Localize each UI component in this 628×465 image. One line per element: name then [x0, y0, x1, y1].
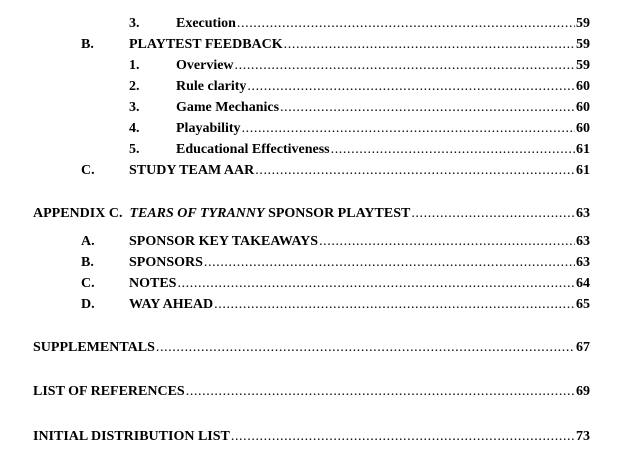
- toc-entry[interactable]: [0, 78, 628, 96]
- toc-page-number: 61: [576, 142, 590, 157]
- toc-page-number: 73: [576, 429, 590, 444]
- toc-letter: C.: [81, 163, 95, 178]
- toc-page-number: 65: [576, 297, 590, 312]
- toc-page-number: 59: [576, 58, 590, 73]
- dot-leader: [231, 428, 575, 446]
- appendix-game-title: TEARS OF TYRANNY: [129, 206, 265, 221]
- toc-entry[interactable]: [0, 233, 628, 251]
- toc-page-number: 64: [576, 276, 590, 291]
- toc-title: [33, 205, 410, 223]
- toc-title: SUPPLEMENTALS: [33, 340, 155, 355]
- dot-leader: [214, 296, 575, 314]
- toc-entry[interactable]: [0, 141, 628, 159]
- toc-page-number: 59: [576, 37, 590, 52]
- toc-page-number: 63: [576, 234, 590, 249]
- dot-leader: [247, 78, 575, 96]
- toc-entry[interactable]: [0, 275, 628, 293]
- dot-leader: [235, 57, 575, 75]
- toc-entry[interactable]: [0, 57, 628, 75]
- toc-page-number: 61: [576, 163, 590, 178]
- toc-entry[interactable]: [0, 296, 628, 314]
- toc-page-number: 60: [576, 79, 590, 94]
- toc-title: PLAYTEST FEEDBACK: [129, 37, 283, 52]
- dot-leader: [204, 254, 575, 272]
- dot-leader: [319, 233, 575, 251]
- toc-title: Execution: [176, 16, 236, 31]
- toc-title: SPONSORS: [129, 255, 203, 270]
- dot-leader: [255, 162, 575, 180]
- dot-leader: [411, 205, 575, 223]
- toc-title: Overview: [176, 58, 234, 73]
- toc-letter: C.: [81, 276, 95, 291]
- toc-letter: B.: [81, 255, 94, 270]
- toc-title: STUDY TEAM AAR: [129, 163, 255, 178]
- toc-page-number: 69: [576, 384, 590, 399]
- toc-entry[interactable]: [0, 162, 628, 180]
- toc-letter: B.: [81, 37, 94, 52]
- toc-title: Educational Effectiveness: [176, 142, 330, 157]
- toc-entry[interactable]: [0, 254, 628, 272]
- dot-leader: [242, 120, 575, 138]
- toc-number: 4.: [129, 121, 140, 136]
- toc-entry[interactable]: [0, 36, 628, 54]
- toc-entry-section[interactable]: [0, 428, 628, 446]
- dot-leader: [331, 141, 575, 159]
- toc-title: LIST OF REFERENCES: [33, 384, 185, 399]
- appendix-label: APPENDIX C.: [33, 206, 123, 221]
- toc-entry[interactable]: [0, 120, 628, 138]
- dot-leader: [177, 275, 575, 293]
- toc-title: WAY AHEAD: [129, 297, 214, 312]
- toc-entry-section[interactable]: [0, 383, 628, 401]
- toc-number: 2.: [129, 79, 140, 94]
- toc-title: Playability: [176, 121, 241, 136]
- toc-entry[interactable]: [0, 99, 628, 117]
- toc-title: Game Mechanics: [176, 100, 280, 115]
- toc-entry-section[interactable]: [0, 339, 628, 357]
- toc-letter: D.: [81, 297, 95, 312]
- dot-leader: [237, 15, 575, 33]
- toc-number: 1.: [129, 58, 140, 73]
- toc-page-number: 59: [576, 16, 590, 31]
- appendix-subtitle: SPONSOR PLAYTEST: [268, 206, 411, 221]
- toc-page-number: 60: [576, 100, 590, 115]
- toc-page-number: 63: [576, 206, 590, 221]
- toc-title: NOTES: [129, 276, 177, 291]
- dot-leader: [284, 36, 575, 54]
- toc-title: Rule clarity: [176, 79, 247, 94]
- toc-page-number: 60: [576, 121, 590, 136]
- dot-leader: [156, 339, 575, 357]
- toc-title: SPONSOR KEY TAKEAWAYS: [129, 234, 319, 249]
- toc-number: 3.: [129, 16, 140, 31]
- toc-title: INITIAL DISTRIBUTION LIST: [33, 429, 230, 444]
- toc-number: 3.: [129, 100, 140, 115]
- dot-leader: [186, 383, 575, 401]
- dot-leader: [280, 99, 575, 117]
- toc-page-number: 67: [576, 340, 590, 355]
- toc-page-number: 63: [576, 255, 590, 270]
- toc-entry[interactable]: [0, 15, 628, 33]
- toc-letter: A.: [81, 234, 95, 249]
- toc-entry-appendix[interactable]: [0, 205, 628, 223]
- toc-number: 5.: [129, 142, 140, 157]
